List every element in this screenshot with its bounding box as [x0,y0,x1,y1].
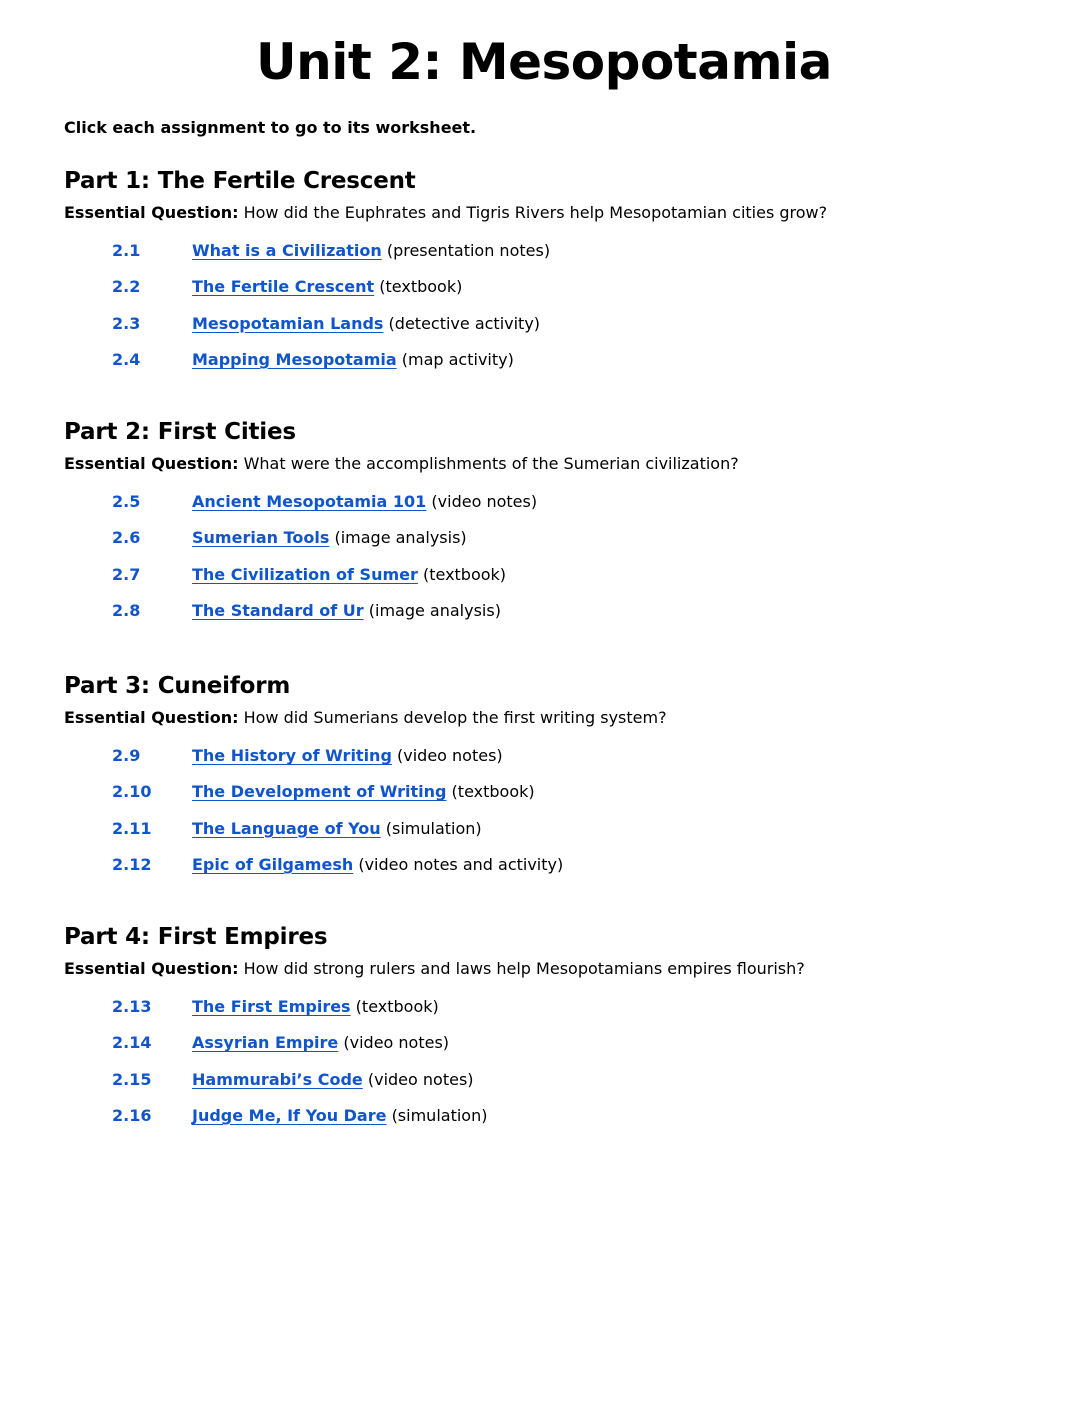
assignment-item [112,276,1044,312]
assignment-type: (video notes) [431,492,538,511]
assignment-item [112,745,1044,781]
assignment-link-2-10[interactable] [112,782,446,801]
assignment-item [112,564,1044,600]
assignment-title: The Language of You [192,818,381,838]
assignment-link-2-1[interactable] [112,241,382,260]
assignment-link-2-13[interactable] [112,997,351,1016]
part-4-heading: Part 4: First Empires [64,924,328,950]
part-1-section [64,166,1044,385]
assignment-link-2-11[interactable] [112,819,381,838]
assignment-item [112,313,1044,349]
assignment-title: Ancient Mesopotamia 101 [192,492,427,511]
assignment-type: (video notes) [343,1033,450,1053]
assignment-title: The First Empires [192,997,351,1016]
assignment-title: Sumerian Tools [192,528,330,548]
assignment-type: (detective activity) [388,313,541,333]
assignment-title: Judge Me, If You Dare [192,1105,387,1125]
assignment-type: (video notes) [397,746,503,765]
assignment-type: (textbook) [451,782,535,802]
assignment-item [112,1032,1044,1068]
assignment-title: Mapping Mesopotamia [192,349,397,369]
assignment-title: The Standard of Ur [192,600,364,620]
part-3-essential-question [64,707,1044,729]
assignment-title: Epic of Gilgamesh [192,854,354,874]
part-1-assignment-list [112,240,1044,385]
part-1-heading: Part 1: The Fertile Crescent [64,168,416,194]
essential-question-label: Essential Question: [64,203,239,222]
assignment-type: (video notes) [367,1069,474,1089]
part-4-essential-question [64,958,1044,980]
assignment-title: The Development of Writing [192,782,447,802]
assignment-number: 2.10 [112,782,152,802]
assignment-type: (image analysis) [368,600,501,620]
assignment-link-2-9[interactable] [112,746,392,765]
assignment-number: 2.5 [112,492,141,511]
assignment-type: (map activity) [401,349,514,369]
assignment-type: (textbook) [379,277,463,297]
part-1-essential-question [64,202,1044,224]
part-2-assignment-list [112,491,1044,636]
assignment-title: Assyrian Empire [192,1033,339,1053]
assignment-type: (simulation) [391,1105,488,1125]
assignment-number: 2.2 [112,277,141,297]
part-2-heading: Part 2: First Cities [64,419,296,445]
essential-question-label: Essential Question: [64,708,239,727]
part-2-essential-question [64,453,1044,475]
assignment-item [112,781,1044,817]
essential-question-text: What were the accomplishments of the Sumerian civilization? [243,454,739,473]
assignment-link-2-5[interactable] [112,492,426,511]
part-3-assignment-list [112,745,1044,890]
assignment-link-2-14[interactable] [112,1033,338,1052]
essential-question-text: How did the Euphrates and Tigris Rivers help Mesopotamian cities grow? [243,203,828,222]
assignment-type: (textbook) [355,997,439,1016]
essential-question-text: How did Sumerians develop the first writing system? [243,708,667,727]
assignment-item [112,349,1044,385]
assignment-title: What is a Civilization [192,241,382,260]
assignment-type: (textbook) [422,564,507,584]
assignment-item [112,1069,1044,1105]
assignment-title: The Fertile Crescent [192,277,375,297]
assignment-item [112,491,1044,527]
assignment-link-2-8[interactable] [112,601,364,620]
assignment-title: The Civilization of Sumer [192,564,418,584]
assignment-link-2-7[interactable] [112,565,418,584]
assignment-type: (simulation) [385,818,482,838]
assignment-number: 2.1 [112,241,141,260]
assignment-link-2-2[interactable] [112,277,374,296]
intro-instruction: Click each assignment to go to its worksheet. [64,118,477,137]
assignment-item [112,818,1044,854]
assignment-link-2-6[interactable] [112,528,329,547]
assignment-number: 2.3 [112,313,141,333]
assignment-item [112,240,1044,276]
assignment-link-2-3[interactable] [112,314,383,333]
assignment-link-2-16[interactable] [112,1106,386,1125]
assignment-number: 2.4 [112,349,141,369]
essential-question-label: Essential Question: [64,454,239,473]
assignment-item [112,527,1044,563]
part-3-heading: Part 3: Cuneiform [64,673,291,699]
part-4-assignment-list [112,996,1044,1141]
assignment-number: 2.6 [112,528,141,548]
assignment-number: 2.7 [112,564,141,584]
part-2-section [64,417,1044,636]
assignment-link-2-4[interactable] [112,350,397,369]
assignment-link-2-12[interactable] [112,855,353,874]
part-3-section [64,671,1044,890]
assignment-title: Hammurabi’s Code [192,1069,363,1089]
assignment-item [112,600,1044,636]
assignment-number: 2.11 [112,818,152,838]
assignment-number: 2.14 [112,1033,152,1053]
assignment-number: 2.8 [112,600,141,620]
assignment-number: 2.9 [112,746,141,765]
assignment-link-2-15[interactable] [112,1070,363,1089]
assignment-item [112,996,1044,1032]
assignment-title: Mesopotamian Lands [192,313,384,333]
assignment-type: (video notes and activity) [358,854,564,874]
page-title: Unit 2: Mesopotamia [256,33,832,91]
assignment-number: 2.13 [112,997,152,1016]
assignment-item [112,854,1044,890]
assignment-type: (presentation notes) [386,241,551,260]
essential-question-text: How did strong rulers and laws help Mesopotamians empires flourish? [243,959,805,978]
assignment-type: (image analysis) [334,528,467,548]
part-4-section [64,922,1044,1141]
essential-question-label: Essential Question: [64,959,239,978]
assignment-number: 2.16 [112,1105,152,1125]
assignment-item [112,1105,1044,1141]
assignment-title: The History of Writing [192,746,392,765]
assignment-number: 2.15 [112,1069,152,1089]
assignment-number: 2.12 [112,854,152,874]
